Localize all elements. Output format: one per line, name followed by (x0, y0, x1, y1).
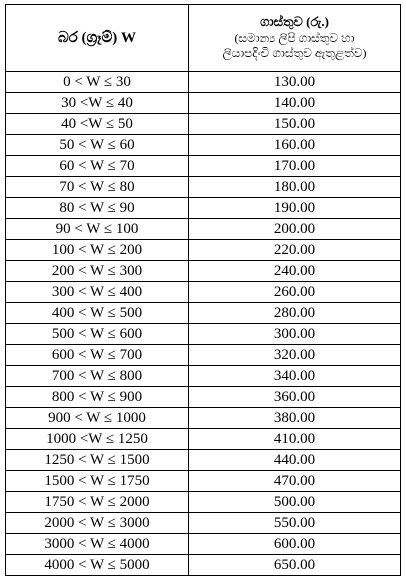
table-row (6, 303, 401, 324)
weight-range-cell: 700 < W ≤ 800 (6, 366, 189, 387)
fee-cell: 340.00 (189, 366, 401, 387)
table-row (6, 198, 401, 219)
weight-range-cell: 90 < W ≤ 100 (6, 219, 189, 240)
weight-range-cell: 3000 < W ≤ 4000 (6, 534, 189, 555)
fee-cell: 260.00 (189, 282, 401, 303)
fee-cell: 470.00 (189, 471, 401, 492)
table-row (6, 177, 401, 198)
weight-range-cell: 200 < W ≤ 300 (6, 261, 189, 282)
table-row (6, 408, 401, 429)
table-row (6, 219, 401, 240)
fee-cell: 650.00 (189, 555, 401, 576)
fee-cell: 500.00 (189, 492, 401, 513)
weight-range-cell: 400 < W ≤ 500 (6, 303, 189, 324)
fee-cell: 200.00 (189, 219, 401, 240)
table-body (6, 72, 401, 576)
fee-cell: 240.00 (189, 261, 401, 282)
fee-header-note-line-2: ලියාපදිංචි ගාස්තුව ඇතුළත්ව) (222, 46, 367, 60)
table-row (6, 429, 401, 450)
fee-header-note-line-1: (සමාන්‍ය ලිපි ගාස්තුව හා (234, 31, 355, 45)
weight-range-cell: 1500 < W ≤ 1750 (6, 471, 189, 492)
weight-range-cell: 2000 < W ≤ 3000 (6, 513, 189, 534)
fee-cell: 190.00 (189, 198, 401, 219)
weight-column-header: බර (ග්‍රෑම්) W (6, 5, 189, 72)
postage-rate-table (5, 4, 401, 576)
weight-range-cell: 600 < W ≤ 700 (6, 345, 189, 366)
fee-cell: 600.00 (189, 534, 401, 555)
fee-cell: 150.00 (189, 114, 401, 135)
fee-cell: 380.00 (189, 408, 401, 429)
table-row (6, 534, 401, 555)
table-row (6, 513, 401, 534)
fee-cell: 170.00 (189, 156, 401, 177)
table-row (6, 93, 401, 114)
table-row (6, 261, 401, 282)
weight-range-cell: 30 <W ≤ 40 (6, 93, 189, 114)
table-row (6, 387, 401, 408)
table-row (6, 282, 401, 303)
table-row (6, 471, 401, 492)
weight-range-cell: 1250 < W ≤ 1500 (6, 450, 189, 471)
weight-range-cell: 4000 < W ≤ 5000 (6, 555, 189, 576)
weight-range-cell: 1750 < W ≤ 2000 (6, 492, 189, 513)
weight-range-cell: 0 < W ≤ 30 (6, 72, 189, 93)
weight-range-cell: 900 < W ≤ 1000 (6, 408, 189, 429)
fee-cell: 410.00 (189, 429, 401, 450)
table-row (6, 324, 401, 345)
weight-range-cell: 1000 <W ≤ 1250 (6, 429, 189, 450)
weight-range-cell: 800 < W ≤ 900 (6, 387, 189, 408)
weight-range-cell: 80 < W ≤ 90 (6, 198, 189, 219)
weight-range-cell: 500 < W ≤ 600 (6, 324, 189, 345)
table-row (6, 555, 401, 576)
fee-cell: 160.00 (189, 135, 401, 156)
fee-cell: 130.00 (189, 72, 401, 93)
fee-cell: 440.00 (189, 450, 401, 471)
fee-column-header (189, 5, 401, 72)
fee-cell: 140.00 (189, 93, 401, 114)
weight-range-cell: 100 < W ≤ 200 (6, 240, 189, 261)
table-row (6, 114, 401, 135)
fee-header-title: ගාස්තුව (රු.) (260, 14, 329, 29)
weight-range-cell: 50 < W ≤ 60 (6, 135, 189, 156)
table-row (6, 240, 401, 261)
fee-cell: 550.00 (189, 513, 401, 534)
weight-range-cell: 300 < W ≤ 400 (6, 282, 189, 303)
weight-range-cell: 60 < W ≤ 70 (6, 156, 189, 177)
table-header-row (6, 5, 401, 72)
fee-cell: 280.00 (189, 303, 401, 324)
table-row (6, 450, 401, 471)
weight-range-cell: 70 < W ≤ 80 (6, 177, 189, 198)
table-row (6, 366, 401, 387)
table-row (6, 156, 401, 177)
table-row (6, 135, 401, 156)
table-row (6, 345, 401, 366)
weight-range-cell: 40 <W ≤ 50 (6, 114, 189, 135)
fee-cell: 360.00 (189, 387, 401, 408)
table-row (6, 492, 401, 513)
table-row (6, 72, 401, 93)
fee-cell: 180.00 (189, 177, 401, 198)
fee-cell: 220.00 (189, 240, 401, 261)
fee-cell: 300.00 (189, 324, 401, 345)
fee-cell: 320.00 (189, 345, 401, 366)
